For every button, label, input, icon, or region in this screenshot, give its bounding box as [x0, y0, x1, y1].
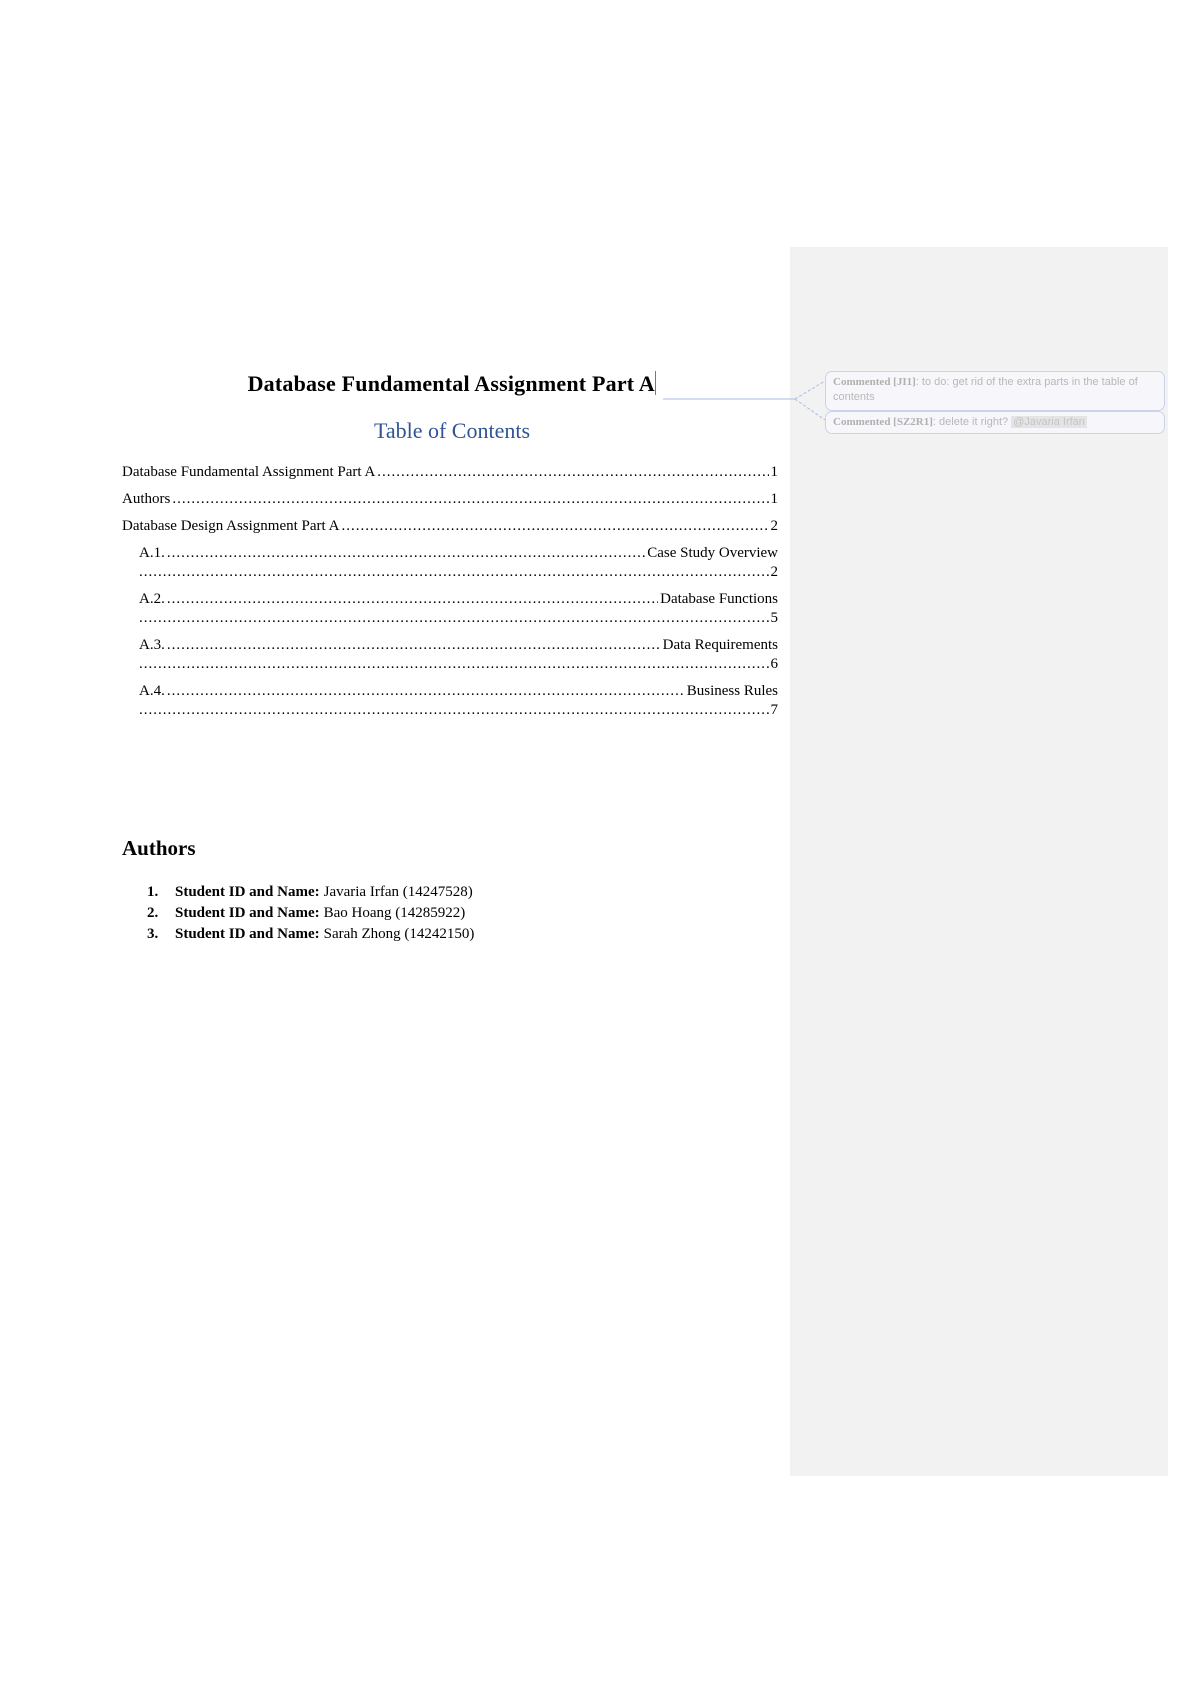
toc-subentry-number: A.3.	[139, 637, 165, 653]
document-title[interactable]	[0, 371, 904, 397]
list-item	[147, 926, 474, 947]
text-caret	[655, 371, 657, 395]
toc-subentry-label: Data Requirements	[662, 637, 778, 653]
document-title-text: Database Fundamental Assignment Part A	[247, 371, 655, 396]
toc-entry-label: Authors	[122, 491, 171, 507]
list-item	[147, 884, 474, 905]
toc-leader-dots	[172, 491, 768, 508]
toc-subentry-number: A.4.	[139, 683, 165, 699]
author-value: Javaria Irfan (14247528)	[323, 884, 473, 900]
list-item	[147, 905, 474, 926]
author-value: Sarah Zhong (14242150)	[323, 926, 475, 942]
authors-list	[147, 884, 474, 947]
toc-leader-dots	[377, 464, 768, 481]
toc-subentry-label: Case Study Overview	[647, 545, 778, 561]
toc-subentry[interactable]	[139, 545, 778, 591]
toc-leader-dots	[139, 656, 769, 673]
toc-entry-page: 2	[770, 518, 778, 534]
comment-1-text: : to do: get rid of the extra parts in the table of contents	[833, 376, 1138, 403]
authors-heading: Authors	[122, 836, 196, 860]
toc-leader-dots	[167, 637, 661, 654]
toc-leader-dots	[167, 591, 658, 608]
toc-entry-page: 1	[770, 464, 778, 480]
toc-subentry-page: 6	[770, 656, 778, 672]
list-number: 2.	[147, 905, 159, 921]
toc-entry-label: Database Fundamental Assignment Part A	[122, 464, 376, 480]
toc-leader-dots	[167, 683, 685, 700]
list-number: 3.	[147, 926, 159, 942]
toc-leader-dots	[139, 564, 769, 581]
toc-subentry[interactable]	[139, 683, 778, 729]
toc-subentry-label: Database Functions	[660, 591, 778, 607]
comment-1-author: Commented [JI1]	[833, 376, 916, 388]
author-label: Student ID and Name:	[175, 926, 320, 942]
toc-subentry-page: 5	[770, 610, 778, 626]
toc-subentry-page: 2	[770, 564, 778, 580]
author-label: Student ID and Name:	[175, 905, 320, 921]
toc-subentry[interactable]	[139, 637, 778, 683]
toc-subentry-page: 7	[770, 702, 778, 718]
table-of-contents	[122, 464, 778, 729]
toc-heading: Table of Contents	[373, 418, 531, 443]
toc-subentry[interactable]	[139, 591, 778, 637]
toc-subentry-number: A.2.	[139, 591, 165, 607]
toc-leader-dots	[139, 610, 769, 627]
toc-entry[interactable]	[122, 464, 778, 491]
toc-entry-label: Database Design Assignment Part A	[122, 518, 340, 534]
toc-subentry-label: Business Rules	[686, 683, 778, 699]
toc-entry[interactable]	[122, 491, 778, 518]
comment-2-mention[interactable]: @Javaria Irfan	[1013, 416, 1085, 428]
toc-leader-dots	[167, 545, 645, 562]
author-label: Student ID and Name:	[175, 884, 320, 900]
author-value: Bao Hoang (14285922)	[323, 905, 466, 921]
comment-2-text: : delete it right?	[932, 416, 1012, 428]
comment-2-author: Commented [SZ2R1]	[833, 416, 933, 428]
toc-subentry-number: A.1.	[139, 545, 165, 561]
toc-entry[interactable]	[122, 518, 778, 545]
toc-leader-dots	[341, 518, 768, 535]
toc-entry-page: 1	[770, 491, 778, 507]
list-number: 1.	[147, 884, 159, 900]
toc-leader-dots	[139, 702, 769, 719]
